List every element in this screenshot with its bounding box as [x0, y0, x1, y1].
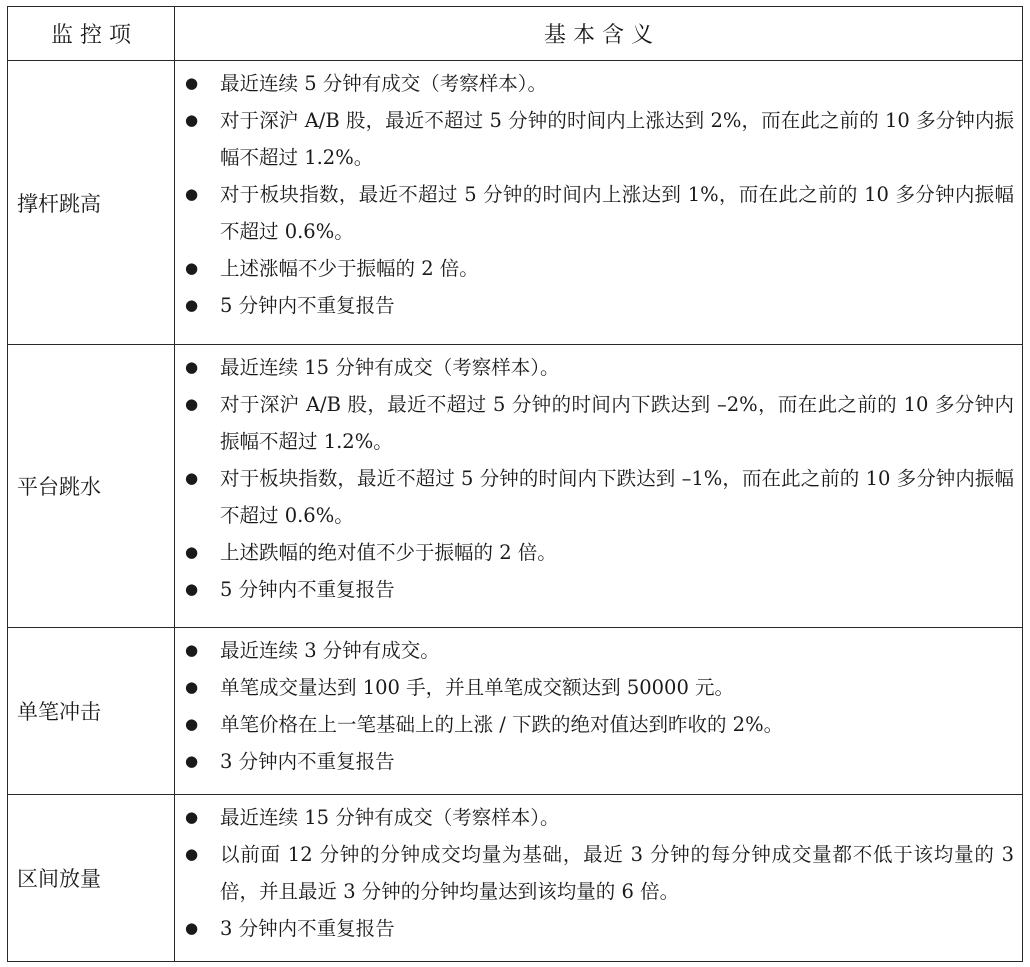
bullet-icon: ●	[185, 259, 199, 277]
header-monitor-item: 监 控 项	[8, 7, 175, 61]
list-item	[175, 102, 1014, 176]
table-row	[8, 795, 1023, 962]
bullet-icon: ●	[185, 715, 199, 733]
meaning-cell	[175, 795, 1023, 962]
list-item	[175, 287, 1014, 324]
list-item	[175, 910, 1014, 947]
list-item	[175, 799, 1014, 836]
list-item	[175, 571, 1014, 608]
table-row	[8, 61, 1023, 345]
bullet-icon: ●	[185, 678, 199, 696]
list-item-text: 对于板块指数，最近不超过 5 分钟的时间内下跌达到 –1%，而在此之前的 10 多分钟内振幅不超过 0.6%。	[220, 467, 1014, 527]
monitoring-table	[7, 6, 1023, 962]
bullet-icon: ●	[185, 185, 199, 203]
list-item-text: 单笔成交量达到 100 手，并且单笔成交额达到 50000 元。	[220, 676, 735, 699]
header-basic-meaning: 基 本 含 义	[175, 7, 1023, 61]
bullet-icon: ●	[185, 919, 199, 937]
bullet-icon: ●	[185, 395, 199, 413]
list-item-text: 5 分钟内不重复报告	[220, 294, 395, 317]
monitor-item-label: 单笔冲击	[8, 628, 175, 795]
list-item-text: 对于深沪 A/B 股，最近不超过 5 分钟的时间内下跌达到 –2%，而在此之前的 10 多分钟内振幅不超过 1.2%。	[220, 393, 1014, 453]
bullet-icon: ●	[185, 580, 199, 598]
list-item-text: 最近连续 5 分钟有成交（考察样本）。	[220, 72, 548, 95]
list-item	[175, 706, 1014, 743]
list-item	[175, 743, 1014, 780]
list-item	[175, 460, 1014, 534]
table-header-row	[8, 7, 1023, 61]
meaning-cell	[175, 345, 1023, 628]
meaning-list	[175, 349, 1014, 608]
monitor-item-label: 平台跳水	[8, 345, 175, 628]
bullet-icon: ●	[185, 808, 199, 826]
list-item	[175, 632, 1014, 669]
list-item	[175, 836, 1014, 910]
monitor-item-label: 撑杆跳高	[8, 61, 175, 345]
monitor-item-label: 区间放量	[8, 795, 175, 962]
meaning-cell	[175, 61, 1023, 345]
bullet-icon: ●	[185, 469, 199, 487]
table-row	[8, 628, 1023, 795]
list-item-text: 对于板块指数，最近不超过 5 分钟的时间内上涨达到 1%，而在此之前的 10 多分钟内振幅不超过 0.6%。	[220, 183, 1014, 243]
meaning-list	[175, 632, 1014, 780]
list-item	[175, 250, 1014, 287]
bullet-icon: ●	[185, 543, 199, 561]
list-item	[175, 176, 1014, 250]
list-item-text: 最近连续 15 分钟有成交（考察样本）。	[220, 806, 560, 829]
bullet-icon: ●	[185, 111, 199, 129]
list-item-text: 最近连续 15 分钟有成交（考察样本）。	[220, 356, 560, 379]
list-item	[175, 534, 1014, 571]
list-item	[175, 65, 1014, 102]
list-item-text: 3 分钟内不重复报告	[220, 917, 395, 940]
list-item-text: 3 分钟内不重复报告	[220, 750, 395, 773]
list-item-text: 上述跌幅的绝对值不少于振幅的 2 倍。	[220, 541, 557, 564]
list-item	[175, 669, 1014, 706]
list-item-text: 单笔价格在上一笔基础上的上涨 / 下跌的绝对值达到昨收的 2%。	[220, 713, 784, 736]
bullet-icon: ●	[185, 845, 199, 863]
list-item	[175, 349, 1014, 386]
meaning-list	[175, 65, 1014, 324]
meaning-cell	[175, 628, 1023, 795]
bullet-icon: ●	[185, 296, 199, 314]
meaning-list	[175, 799, 1014, 947]
list-item-text: 对于深沪 A/B 股，最近不超过 5 分钟的时间内上涨达到 2%，而在此之前的 10 多分钟内振幅不超过 1.2%。	[220, 109, 1014, 169]
list-item-text: 5 分钟内不重复报告	[220, 578, 395, 601]
list-item	[175, 386, 1014, 460]
bullet-icon: ●	[185, 752, 199, 770]
list-item-text: 上述涨幅不少于振幅的 2 倍。	[220, 257, 479, 280]
bullet-icon: ●	[185, 74, 199, 92]
list-item-text: 以前面 12 分钟的分钟成交均量为基础，最近 3 分钟的每分钟成交量都不低于该均量的 3 倍，并且最近 3 分钟的分钟均量达到该均量的 6 倍。	[220, 843, 1014, 903]
table-row	[8, 345, 1023, 628]
list-item-text: 最近连续 3 分钟有成交。	[220, 639, 440, 662]
bullet-icon: ●	[185, 641, 199, 659]
bullet-icon: ●	[185, 358, 199, 376]
